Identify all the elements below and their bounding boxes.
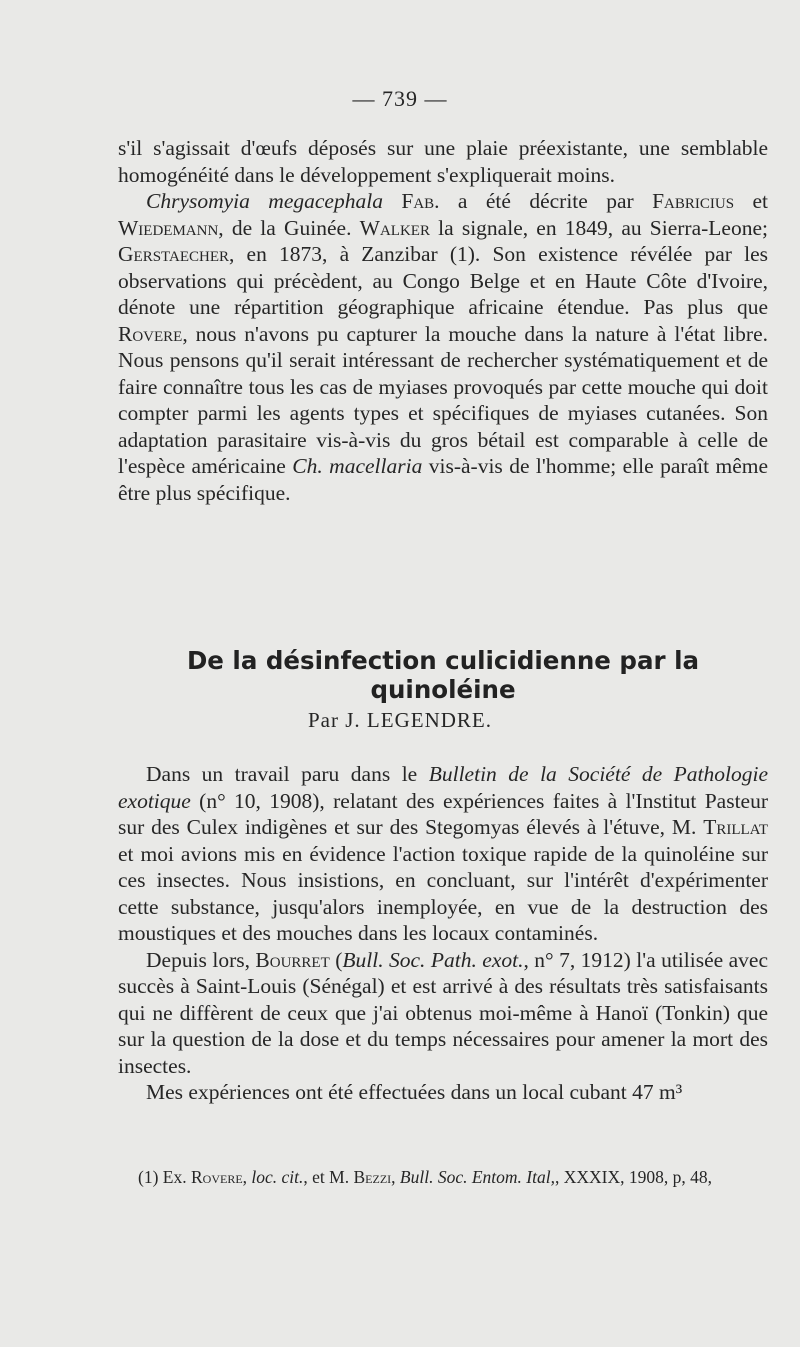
article-title: De la désinfection culicidienne par la quinoléine [186, 646, 700, 704]
text-run: , nous n'avons pu capturer la mouche dans la nature à l'état libre. Nous pensons qu'il serait intéressant de rechercher systématiquement et de faire connaître tous les cas de myiases provoqués par cette mouche qui doit compter parmi les agents types et spécifiques de myiases cutanées. Son adaptation parasitaire vis-à-vis du gros bétail est comparable à celle de l'espèce américaine [118, 321, 768, 478]
text-run: , en 1873, à Zanzibar (1). Son existence révélée par les observations qui précèdent, au Congo Belge et en Haute Côte d'Ivoire, dénote une répartition géographique africaine étendue. Pas plus que [118, 242, 768, 319]
small-caps-span: Gerstaecher [118, 242, 229, 266]
text-run: (1) Ex. [138, 1167, 191, 1187]
article-body [118, 761, 768, 1106]
small-caps-span: Wiedemann [118, 215, 219, 240]
section-previous-article-ending [118, 135, 768, 506]
text-run: Mes expériences ont été effectuées dans un local cubant 47 m³ [146, 1080, 683, 1104]
italic-span: Chrysomyia megacephala [146, 189, 383, 213]
paragraph [118, 947, 768, 1080]
paragraph [118, 1079, 768, 1106]
text-run: , n° 7, 1912) l'a utilisée avec succès à Saint-Louis (Sénégal) et est arrivé à des résultats très satisfaisants qui ne diffèrent de ceux que j'ai obtenus moi-même à Hanoï (Tonkin) que sur la question de la dose et du temps nécessaires pour amener la mort des insectes. [118, 947, 768, 1078]
text-run: a été décrite par [439, 189, 653, 213]
small-caps-span: Fab. [401, 189, 440, 213]
paragraph [118, 188, 768, 506]
italic-span: loc. cit. [251, 1167, 304, 1187]
text-run: vis-à-vis de l'homme; elle paraît même être plus spécifique. [118, 454, 769, 505]
text-run: (n° 10, 1908), relatant des expériences faites à l'Institut Pasteur sur des Culex indigènes et sur des Stegomyas élevés à l'étuve, M. [118, 788, 768, 839]
italic-span: Bulletin de la Société de Pathologie exotique [118, 762, 768, 813]
small-caps-span: Rovere [190, 1167, 243, 1187]
text-run: , XXXIX, 1908, p, 48, [554, 1167, 712, 1187]
text-run: , [242, 1167, 252, 1187]
text-run: et moi avions mis en évidence l'action toxique rapide de la quinoléine sur ces insectes. Nous insistions, en concluant, sur l'intérêt d'expérimenter cette substance, jusqu'alors inemployée, en vue de la destruction des moustiques et des mouches dans les locaux contaminés. [118, 841, 768, 945]
italic-span: Ch. macellaria [292, 454, 423, 478]
small-caps-span: Fabricius [652, 189, 735, 213]
italic-span: Bull. Soc. Path. exot. [342, 947, 524, 972]
small-caps-span: Rovere [118, 321, 183, 346]
small-caps-span: Trillat [703, 815, 768, 839]
text-run: Dans un travail paru dans le [146, 762, 429, 786]
paragraph [118, 135, 768, 188]
small-caps-span: Walker [359, 215, 430, 240]
text-run: , et M. [303, 1167, 354, 1187]
small-caps-span: Bezzi [353, 1167, 392, 1187]
text-run [383, 189, 401, 213]
page-number: — 739 — [352, 86, 448, 111]
text-run: et [734, 189, 768, 213]
footnote [118, 1166, 758, 1188]
paragraph [118, 761, 768, 947]
small-caps-span: Bourret [255, 947, 330, 972]
text-run: s'il s'agissait d'œufs déposés sur une plaie préexistante, une semblable homogénéité dans le développement s'expliquerait moins. [118, 136, 768, 187]
text-run: ( [329, 947, 343, 972]
article-byline: Par J. LEGENDRE. [308, 708, 492, 732]
text-run: la signale, en 1849, au Sierra-Leone; [429, 215, 768, 240]
text-run: , [391, 1167, 400, 1187]
italic-span: Bull. Soc. Entom. Ital, [399, 1167, 555, 1187]
text-run: , de la Guinée. [218, 215, 360, 240]
text-run: Depuis lors, [146, 947, 256, 972]
